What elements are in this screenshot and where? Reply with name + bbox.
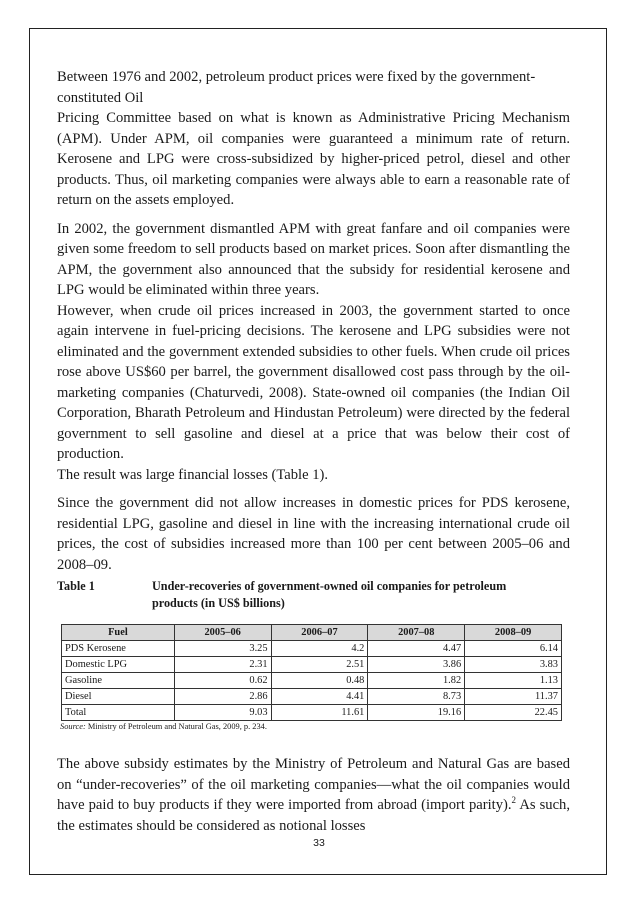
table-cell: 0.62 (174, 673, 271, 689)
table-total-row (62, 705, 562, 721)
table-cell: 11.61 (271, 705, 368, 721)
table-title-line-2: products (in US$ billions) (152, 596, 285, 610)
table-cell: 11.37 (465, 689, 562, 705)
table-cell: 3.83 (465, 657, 562, 673)
row-label: PDS Kerosene (62, 641, 175, 657)
table-cell: 1.82 (368, 673, 465, 689)
table-row (62, 673, 562, 689)
source-label: Source: (60, 722, 86, 731)
table-cell: 4.2 (271, 641, 368, 657)
table-cell: 2.31 (174, 657, 271, 673)
table-cell: 22.45 (465, 705, 562, 721)
table-cell: 2.51 (271, 657, 368, 673)
table-source-note (60, 721, 570, 732)
page-content (57, 67, 570, 836)
table-cell: 6.14 (465, 641, 562, 657)
header-2006-07: 2006–07 (271, 625, 368, 641)
table-cell: 4.41 (271, 689, 368, 705)
table-row (62, 641, 562, 657)
table-cell: 19.16 (368, 705, 465, 721)
paragraph-6-continuation: As such, the estimates should be considered as notional losses (57, 797, 571, 834)
row-label: Domestic LPG (62, 657, 175, 673)
paragraph-6-text: The above subsidy estimates by the Ministry of Petroleum and Natural Gas are based on “under-recoveries” of the oil marketing companies—what the oil companies would have paid to buy products if they were imported from abroad (import parity). (57, 756, 570, 813)
page-number: 33 (313, 837, 325, 849)
table-cell: 3.86 (368, 657, 465, 673)
row-label: Gasoline (62, 673, 175, 689)
table-title (152, 578, 570, 612)
table-cell: 2.86 (174, 689, 271, 705)
table-cell: 4.47 (368, 641, 465, 657)
table-caption (57, 578, 570, 612)
paragraph-4: The result was large financial losses (Table 1). (57, 466, 329, 483)
paragraph-6 (57, 754, 570, 836)
table-row (62, 657, 562, 673)
header-2005-06: 2005–06 (174, 625, 271, 641)
paragraph-3: However, when crude oil prices increased in 2003, the government started to once again intervene in fuel-pricing decisions. The kerosene and LPG subsidies were not eliminated and the government extended subsidies to other fuels. When crude oil prices rose above US$60 per barrel, the government disallowed cost pass through by the oil-marketing companies (Chaturvedi, 2008). State-owned oil companies (the Indian Oil Corporation, Bharath Petroleum and Hindustan Petroleum) were directed by the federal government to sell gasoline and diesel at a price that was below their cost of production. (57, 302, 570, 462)
paragraph-1: Pricing Committee based on what is known as Administrative Pricing Mechanism (APM). Under APM, oil companies were guaranteed a minimum rate of return. Kerosene and LPG were cross-subsidized by higher-priced petrol, diesel and other products. Thus, oil marketing companies were always able to earn a reasonable rate of return on the assets employed. (57, 110, 570, 208)
paragraph-2: In 2002, the government dismantled APM with great fanfare and oil companies were given some freedom to sell products based on market prices. Soon after dismantling the APM, the government also announced that the subsidy for residential kerosene and LPG would be eliminated within three years. (57, 220, 570, 298)
table-number: Table 1 (57, 579, 95, 593)
row-label: Diesel (62, 689, 175, 705)
paragraph-5: Since the government did not allow increases in domestic prices for PDS kerosene, residential LPG, gasoline and diesel in line with the increasing international crude oil prices, the cost of subsidies increased more than 100 per cent between 2005–06 and 2008–09. (57, 495, 570, 573)
paragraph-1-line-2: constituted Oil (57, 89, 144, 106)
table-cell: 8.73 (368, 689, 465, 705)
table-title-line-1: Under-recoveries of government-owned oil companies for petroleum (152, 579, 507, 593)
subsidy-table (61, 624, 562, 721)
table-header-row (62, 625, 562, 641)
header-2008-09: 2008–09 (465, 625, 562, 641)
table-cell: 3.25 (174, 641, 271, 657)
table-cell: 9.03 (174, 705, 271, 721)
source-text: Ministry of Petroleum and Natural Gas, 2009, p. 234. (85, 722, 267, 731)
header-2007-08: 2007–08 (368, 625, 465, 641)
table-cell: 0.48 (271, 673, 368, 689)
table-cell: 1.13 (465, 673, 562, 689)
row-label: Total (62, 705, 175, 721)
header-fuel: Fuel (62, 625, 175, 641)
footnote-ref[interactable]: 2 (511, 795, 517, 806)
table-row (62, 689, 562, 705)
paragraph-1-line-1: Between 1976 and 2002, petroleum product prices were fixed by the government- (57, 69, 536, 85)
